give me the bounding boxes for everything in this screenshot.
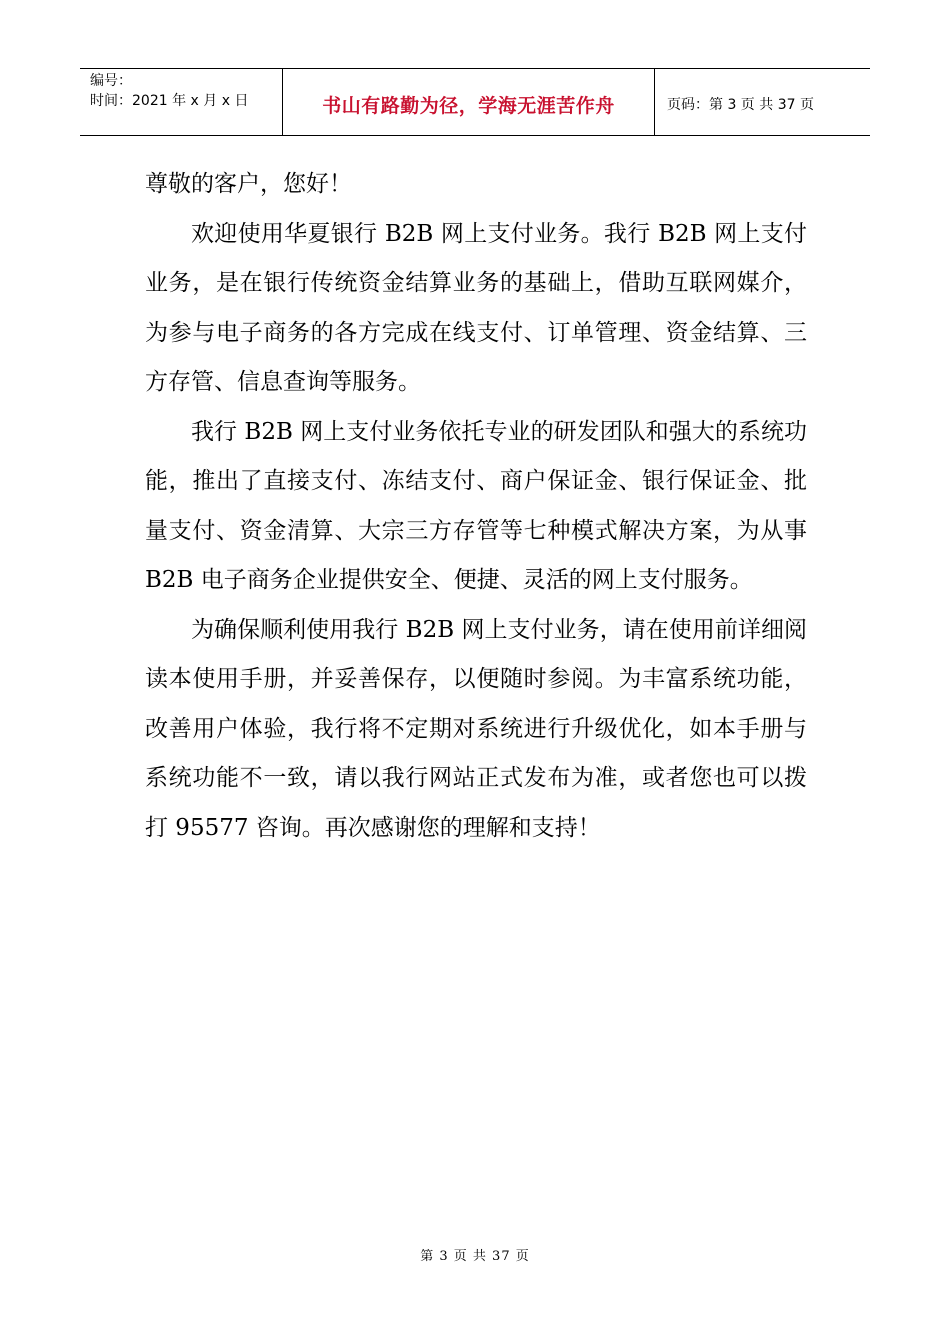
paragraph-intro: 欢迎使用华夏银行 B2B 网上支付业务。我行 B2B 网上支付业务，是在银行传统资金结算业务的基础上，借助互联网媒介，为参与电子商务的各方完成在线支付、订单管理、资金结算、三方存管、信息查询等服务。 bbox=[145, 220, 807, 395]
header-motto: 书山有路勤为径，学海无涯苦作舟 bbox=[283, 69, 655, 135]
header-page-info: 页码：第 3 页 共 37 页 bbox=[667, 97, 814, 113]
document-number-label: 编号： bbox=[90, 73, 132, 89]
paragraph-features: 我行 B2B 网上支付业务依托专业的研发团队和强大的系统功能，推出了直接支付、冻结支付、商户保证金、银行保证金、批量支付、资金清算、大宗三方存管等七种模式解决方案，为从事 B2B 电子商务企业提供安全、便捷、灵活的网上支付服务。 bbox=[145, 418, 807, 593]
page-footer: 第 3 页 共 37 页 bbox=[420, 1249, 530, 1264]
header-meta-cell bbox=[80, 69, 283, 135]
paragraph-notice: 为确保顺利使用我行 B2B 网上支付业务，请在使用前详细阅读本使用手册，并妥善保存，以便随时参阅。为丰富系统功能，改善用户体验，我行将不定期对系统进行升级优化，如本手册与系统功能不一致，请以我行网站正式发布为准，或者您也可以拨打 95577 咨询。再次感谢您的理解和支持！ bbox=[145, 616, 807, 841]
document-body bbox=[145, 160, 807, 853]
page-header bbox=[80, 68, 870, 136]
greeting-line: 尊敬的客户，您好！ bbox=[145, 171, 352, 197]
document-time-label: 时间：2021 年 x 月 x 日 bbox=[90, 93, 249, 109]
